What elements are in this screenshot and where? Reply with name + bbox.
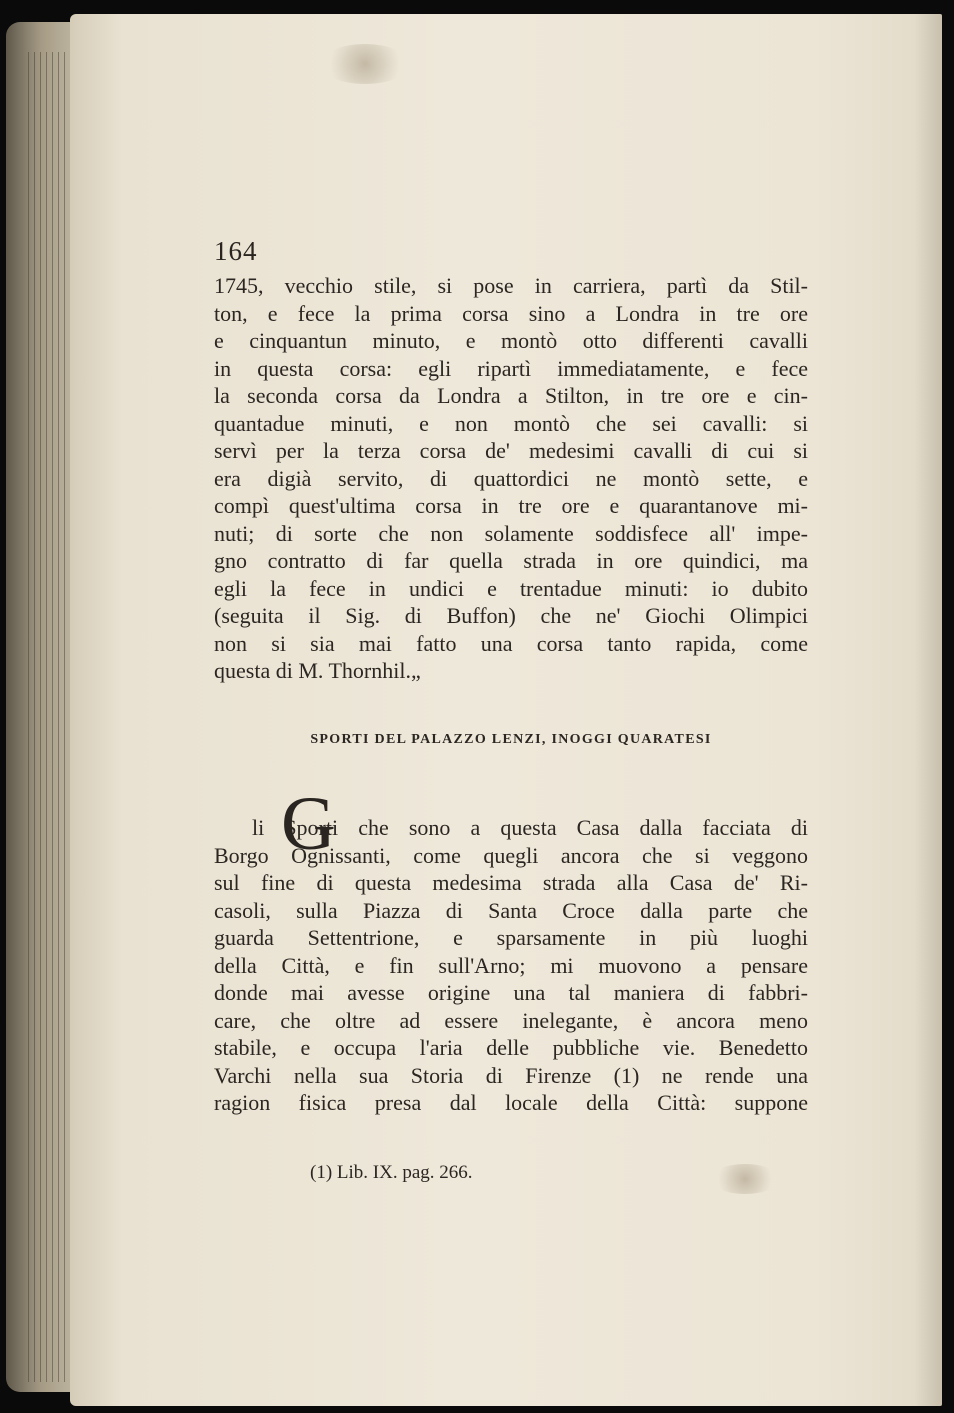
text-line: compì quest'ultima corsa in tre ore e quarantanove mi- (214, 493, 808, 518)
paper-stain (320, 44, 410, 84)
text-line: e cinquantun minuto, e montò otto differenti cavalli (214, 328, 808, 353)
text-line: nuti; di sorte che non solamente soddisfece all' impe- (214, 520, 808, 546)
text-line: era digià servito, di quattordici ne montò sette, e (214, 465, 808, 491)
book-page (70, 14, 942, 1406)
text-line: egli la fece in undici e trentadue minuti: io dubito (214, 575, 808, 601)
footnote: (1) Lib. IX. pag. 266. (310, 1162, 473, 1183)
text-line: ragion fisica presa dal locale della Città: suppone (214, 1090, 808, 1115)
text-line: li Sporti che sono a questa Casa dalla facciata di (252, 815, 808, 840)
section-heading: SPORTI DEL PALAZZO LENZI, INOGGI QUARATESI (310, 732, 712, 747)
paragraph-sporti (214, 814, 808, 1117)
text-line: non si sia mai fatto una corsa tanto rapida, come (214, 630, 808, 656)
paragraph-continued (214, 272, 808, 685)
text-line: della Città, e fin sull'Arno; mi muovono a pensare (214, 952, 808, 978)
page-number: 164 (214, 236, 258, 266)
text-line: (seguita il Sig. di Buffon) che ne' Giochi Olimpici (214, 603, 808, 628)
text-line: guarda Settentrione, e sparsamente in più luoghi (214, 925, 808, 950)
text-line: quantadue minuti, e non montò che sei cavalli: si (214, 410, 808, 436)
text-line: gno contratto di far quella strada in ore quindici, ma (214, 548, 808, 573)
page-right-edge (914, 14, 942, 1406)
text-line: care, che oltre ad essere inelegante, è ancora meno (214, 1007, 808, 1033)
text-line: Varchi nella sua Storia di Firenze (1) ne rende una (214, 1062, 808, 1088)
text-line: questa di M. Thornhil.„ (214, 658, 421, 683)
text-line: stabile, e occupa l'aria delle pubbliche vie. Benedetto (214, 1035, 808, 1060)
text-line: in questa corsa: egli ripartì immediatamente, e fece (214, 355, 808, 381)
text-line: donde mai avesse origine una tal maniera di fabbri- (214, 980, 808, 1005)
drop-cap: G (281, 782, 336, 866)
text-line: casoli, sulla Piazza di Santa Croce dalla parte che (214, 897, 808, 923)
text-line: ton, e fece la prima corsa sino a Londra in tre ore (214, 300, 808, 326)
text-line: 1745, vecchio stile, si pose in carriera, partì da Stil- (214, 273, 808, 298)
text-line: sul fine di questa medesima strada alla Casa de' Ri- (214, 870, 808, 895)
text-line: Borgo Ognissanti, come quegli ancora che si veggono (214, 842, 808, 868)
text-line: la seconda corsa da Londra a Stilton, in tre ore e cin- (214, 383, 808, 408)
paper-stain (710, 1164, 780, 1194)
text-line: servì per la terza corsa de' medesimi cavalli di cui si (214, 438, 808, 463)
